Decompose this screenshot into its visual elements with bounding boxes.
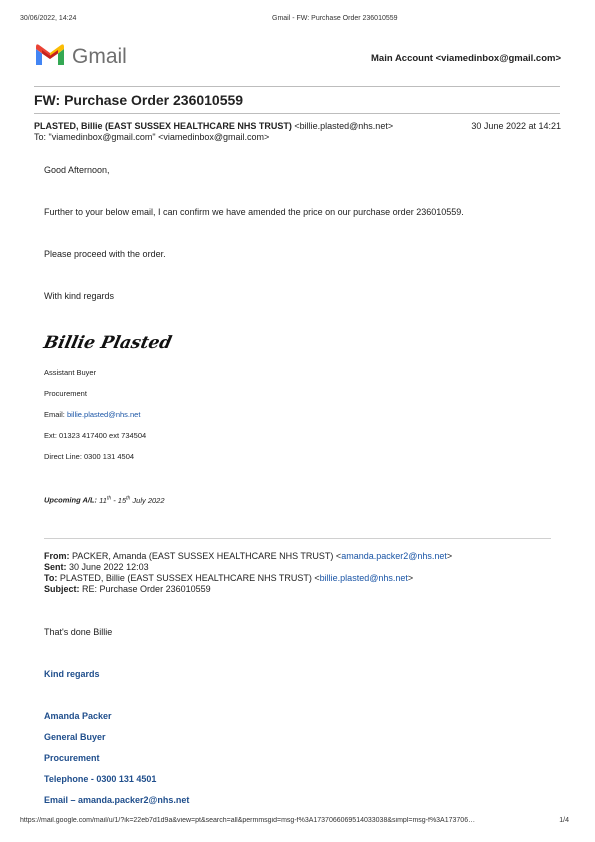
email-subject: FW: Purchase Order 236010559 bbox=[34, 92, 244, 108]
body-paragraph-1: Further to your below email, I can confirm we have amended the price on our purchase order 236010559. bbox=[44, 207, 464, 217]
sender-name: PLASTED, Billie (EAST SUSSEX HEALTHCARE NHS TRUST) bbox=[34, 121, 292, 131]
account-label: Main Account <viamedinbox@gmail.com> bbox=[371, 53, 561, 64]
quoted-sent-label: Sent: bbox=[44, 562, 67, 572]
quoted-to-email-link[interactable]: billie.plasted@nhs.net bbox=[319, 573, 408, 583]
signature-ext: Ext: 01323 417400 ext 734504 bbox=[44, 431, 147, 440]
annual-leave-dates bbox=[99, 496, 164, 505]
print-datetime: 30/06/2022, 14:24 bbox=[20, 15, 77, 22]
quoted-sent-value: 30 June 2022 12:03 bbox=[69, 562, 149, 572]
print-page-number: 1/4 bbox=[559, 817, 569, 824]
greeting: Good Afternoon, bbox=[44, 165, 110, 175]
quoted-subject-label: Subject: bbox=[44, 584, 80, 594]
quoted-subject-value: RE: Purchase Order 236010559 bbox=[82, 584, 211, 594]
quoted-to-name: PLASTED, Billie (EAST SUSSEX HEALTHCARE NHS TRUST) < bbox=[59, 573, 320, 583]
signature-script-name: Billie Plasted bbox=[41, 333, 174, 353]
signature-title: Assistant Buyer bbox=[44, 368, 97, 377]
al-suffix-1: th bbox=[106, 495, 112, 501]
header-divider bbox=[34, 86, 560, 87]
quoted-from-label: From: bbox=[44, 551, 70, 561]
quoted-sig-dept: Procurement bbox=[44, 753, 100, 763]
annual-leave-notice bbox=[44, 495, 165, 505]
quoted-from-email-link[interactable]: amanda.packer2@nhs.net bbox=[341, 551, 447, 561]
body-paragraph-2: Please proceed with the order. bbox=[44, 249, 166, 259]
quoted-body: That's done Billie bbox=[44, 627, 113, 637]
quoted-from-end: > bbox=[446, 551, 453, 561]
email-date: 30 June 2022 at 14:21 bbox=[471, 121, 561, 131]
quoted-sent bbox=[44, 562, 149, 572]
sender-address: <billie.plasted@nhs.net> bbox=[294, 121, 394, 131]
al-day-2: - 15 bbox=[111, 495, 127, 505]
al-day-1: 11 bbox=[99, 495, 107, 505]
al-month: July 2022 bbox=[130, 495, 165, 505]
recipient-line: To: "viamedinbox@gmail.com" <viamedinbox@gmail.com> bbox=[34, 132, 270, 142]
sender-line bbox=[34, 121, 393, 131]
quoted-regards: Kind regards bbox=[44, 669, 100, 679]
print-url: https://mail.google.com/mail/u/1/?ik=22eb7d1d9a&view=pt&search=all&permmsgid=msg-f%3A1737066069514033038&simpl=msg-f%3A173706… bbox=[20, 817, 476, 824]
quoted-to-label: To: bbox=[44, 573, 58, 583]
quoted-subject bbox=[44, 584, 211, 594]
quoted-sig-name: Amanda Packer bbox=[44, 711, 112, 721]
print-title: Gmail - FW: Purchase Order 236010559 bbox=[272, 15, 398, 22]
quoted-sig-phone: Telephone - 0300 131 4501 bbox=[44, 774, 157, 784]
signature-email-link[interactable]: billie.plasted@nhs.net bbox=[66, 410, 141, 419]
gmail-m-icon bbox=[34, 43, 66, 67]
quoted-sig-email[interactable]: Email – amanda.packer2@nhs.net bbox=[44, 795, 190, 805]
quoted-from bbox=[44, 551, 452, 561]
signature-dept: Procurement bbox=[44, 389, 87, 398]
al-suffix-2: th bbox=[126, 495, 131, 501]
quoted-sig-title: General Buyer bbox=[44, 732, 106, 742]
annual-leave-label: Upcoming A/L: bbox=[44, 495, 98, 505]
subject-divider bbox=[34, 113, 560, 114]
quoted-to-end: > bbox=[407, 573, 414, 583]
quote-divider bbox=[44, 538, 551, 539]
quoted-from-name: PACKER, Amanda (EAST SUSSEX HEALTHCARE NHS TRUST) < bbox=[72, 551, 342, 561]
gmail-logo[interactable] bbox=[34, 43, 130, 71]
gmail-wordmark: Gmail bbox=[72, 45, 127, 68]
closing: With kind regards bbox=[44, 291, 115, 301]
quoted-to bbox=[44, 573, 413, 583]
signature-email-line bbox=[44, 410, 140, 419]
signature-email-label: Email: bbox=[44, 410, 65, 419]
signature-direct-line: Direct Line: 0300 131 4504 bbox=[44, 452, 135, 461]
